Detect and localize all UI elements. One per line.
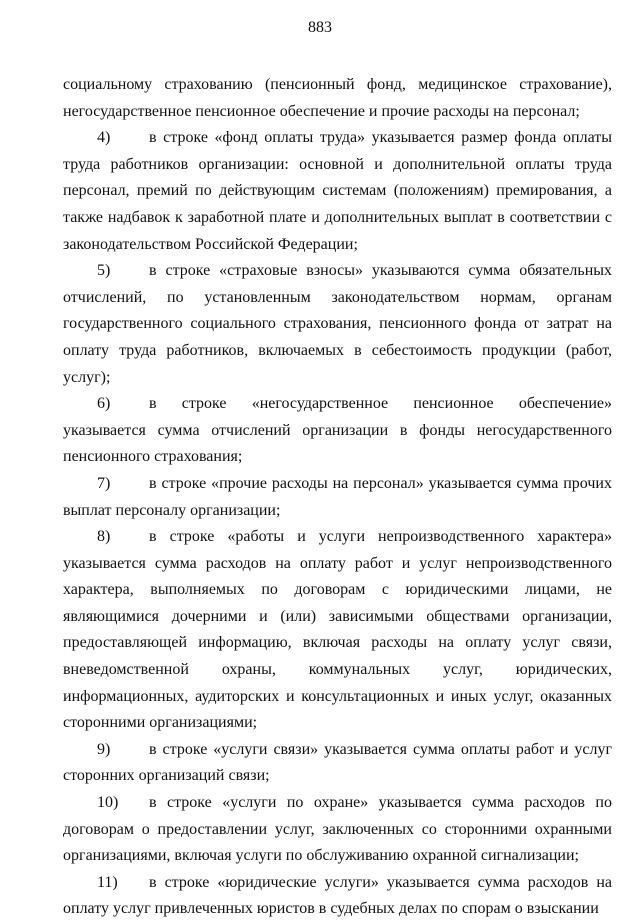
- list-item-7: [63, 471, 612, 524]
- item-number: 7): [97, 474, 111, 492]
- document-body: [63, 72, 612, 923]
- list-item-10: [63, 790, 612, 870]
- list-item-6: [63, 391, 612, 471]
- list-item-5: [63, 258, 612, 391]
- list-item-11: [63, 870, 612, 923]
- item-text: в строке «прочие расходы на персонал» указывается сумма прочих выплат персоналу организации;: [63, 474, 612, 519]
- item-text: в строке «юридические услуги» указывается сумма расходов на оплату услуг привлеченных юристов в судебных делах по спорам о взыскании: [63, 873, 612, 918]
- item-text: в строке «услуги по охране» указывается сумма расходов по договорам о предоставлении услуг, заключенных со сторонними охранными организациями, включая услуги по обслуживанию охранной сигнализации;: [63, 794, 612, 865]
- item-number: 5): [97, 262, 111, 280]
- item-number: 11): [97, 873, 118, 891]
- item-number: 4): [97, 129, 111, 147]
- list-item-8: [63, 524, 612, 737]
- intro-paragraph: социальному страхованию (пенсионный фонд, медицинское страхование), негосударственное пенсионное обеспечение и прочие расходы на персонал;: [63, 76, 612, 120]
- list-item-4: [63, 125, 612, 258]
- item-number: 6): [97, 395, 111, 413]
- item-text: в строке «страховые взносы» указываются сумма обязательных отчислений, по установленным законодательством нормам, органам государственного социального страхования, пенсионного фонда от затрат на оплату труда работников, включаемых в себестоимость продукции (работ, услуг);: [63, 262, 612, 386]
- page-number: 883: [308, 19, 332, 36]
- item-text: в строке «услуги связи» указывается сумма оплаты работ и услуг сторонних организаций связи;: [63, 740, 612, 785]
- item-text: в строке «негосударственное пенсионное обеспечение» указывается сумма отчислений организации в фонды негосударственного пенсионного страхования;: [63, 395, 612, 466]
- item-number: 10): [97, 794, 119, 812]
- item-number: 9): [97, 740, 111, 758]
- item-text: в строке «фонд оплаты труда» указывается размер фонда оплаты труда работников организации: основной и дополнительной оплаты труда персонал, премий по действующим системам (положениям) премирования, а также надбавок к заработной плате и дополнительных выплат в соответствии с законодательством Российской Федерации;: [63, 129, 612, 253]
- item-text: в строке «работы и услуги непроизводственного характера» указывается сумма расходов на оплату работ и услуг непроизводственного характера, выполняемых по договорам с юридическими лицами, не являющимися дочерними и (или) зависимыми обществами организации, предоставляющей информацию, включая расходы на оплату услуг связи, вневедомственной охраны, коммунальных услуг, юридических, информационных, аудиторских и консультационных и иных услуг, оказанных сторонними организациями;: [63, 528, 612, 732]
- item-number: 8): [97, 528, 111, 546]
- list-item-9: [63, 737, 612, 790]
